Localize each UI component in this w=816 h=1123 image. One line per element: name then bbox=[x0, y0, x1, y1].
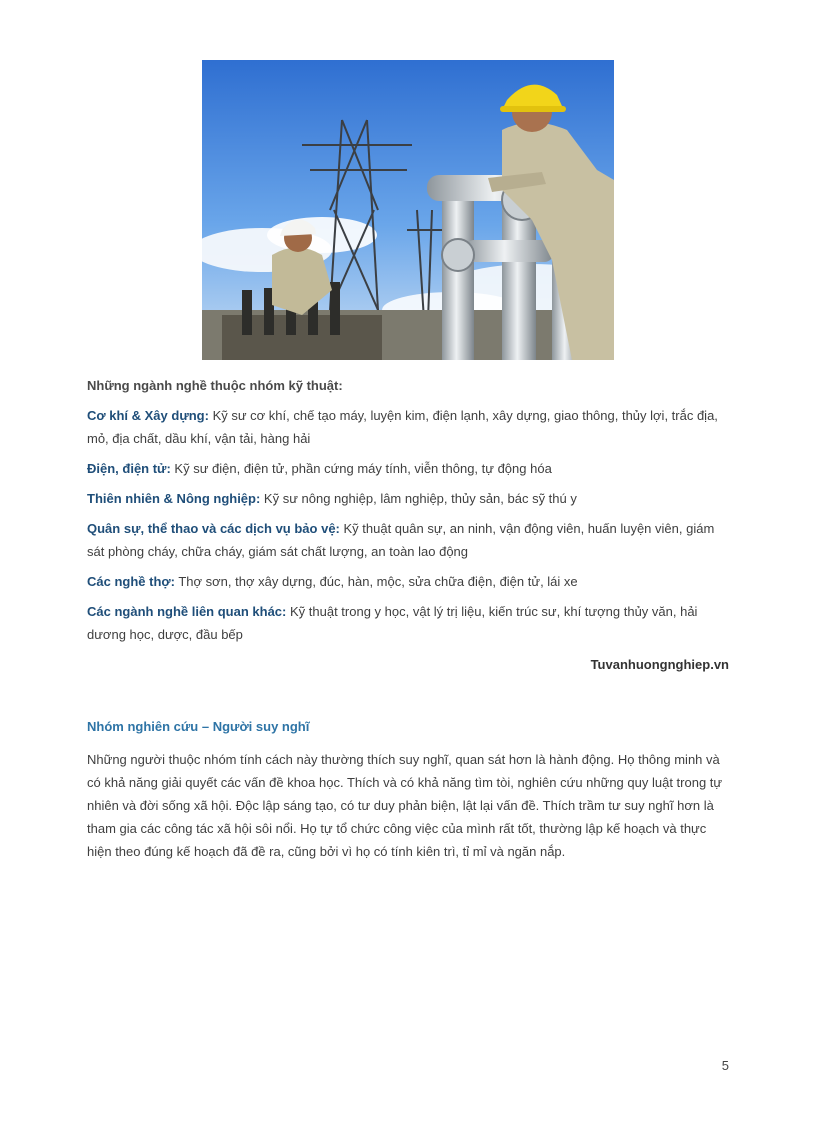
research-group-description: Những người thuộc nhóm tính cách này thường thích suy nghĩ, quan sát hơn là hành động. Họ thông minh và có khả năng giải quyết các vấn đề khoa học. Thích và có khả năng tìm tòi, nghiên cứu những quy luật trong tự nhiên và đời sống xã hội. Độc lập sáng tạo, có tư duy phản biện, lật lại vấn đề. Thích trầm tư suy nghĩ hơn là tham gia các công tác xã hội sôi nổi. Họ tự tổ chức công việc của mình rất tốt, thường lập kế hoạch và thực hiện theo đúng kế hoạch đã đề ra, cũng bởi vì họ có tính kiên trì, tỉ mỉ và ngăn nắp. bbox=[87, 752, 723, 859]
career-item-label: Điện, điện tử: bbox=[87, 461, 171, 476]
career-item-label: Các nghề thợ: bbox=[87, 574, 175, 589]
career-item-text: Kỹ sư cơ khí, chế tạo máy, luyện kim, điện lạnh, xây dựng, giao thông, thủy lợi, trắc địa, mỏ, địa chất, dầu khí, vận tải, hàng hải bbox=[87, 408, 718, 446]
career-item bbox=[87, 570, 729, 593]
career-item-text: Kỹ thuật quân sự, an ninh, vận động viên, huấn luyện viên, giám sát phòng cháy, chữa cháy, giám sát chất lượng, an toàn lao động bbox=[87, 521, 715, 559]
career-item-text: Kỹ thuật trong y học, vật lý trị liệu, kiến trúc sư, khí tượng thủy văn, hải dương học, dược, đầu bếp bbox=[87, 604, 698, 642]
source-credit: Tuvanhuongnghiep.vn bbox=[590, 657, 729, 672]
career-item-label: Các ngành nghề liên quan khác: bbox=[87, 604, 287, 619]
career-item-label: Thiên nhiên & Nông nghiệp: bbox=[87, 491, 261, 506]
career-item bbox=[87, 404, 729, 450]
career-item bbox=[87, 517, 729, 563]
career-item bbox=[87, 600, 729, 646]
section-heading: Những ngành nghề thuộc nhóm kỹ thuật: bbox=[87, 378, 343, 393]
career-item-text: Thợ sơn, thợ xây dựng, đúc, hàn, mộc, sửa chữa điện, điện tử, lái xe bbox=[174, 574, 578, 589]
research-group-title: Nhóm nghiên cứu – Người suy nghĩ bbox=[87, 719, 310, 734]
career-item bbox=[87, 487, 729, 510]
page-number: 5 bbox=[721, 1058, 729, 1073]
career-item-label: Cơ khí & Xây dựng: bbox=[87, 408, 209, 423]
career-item-text: Kỹ sư điện, điện tử, phần cứng máy tính, viễn thông, tự động hóa bbox=[170, 461, 552, 476]
career-item-label: Quân sự, thể thao và các dịch vụ bảo vệ: bbox=[87, 521, 340, 536]
engineers-photo bbox=[202, 60, 614, 360]
content-column bbox=[87, 374, 729, 863]
engineers-illustration bbox=[202, 60, 614, 360]
career-item bbox=[87, 457, 729, 480]
career-item-text: Kỹ sư nông nghiệp, lâm nghiệp, thủy sản, bác sỹ thú y bbox=[260, 491, 577, 506]
